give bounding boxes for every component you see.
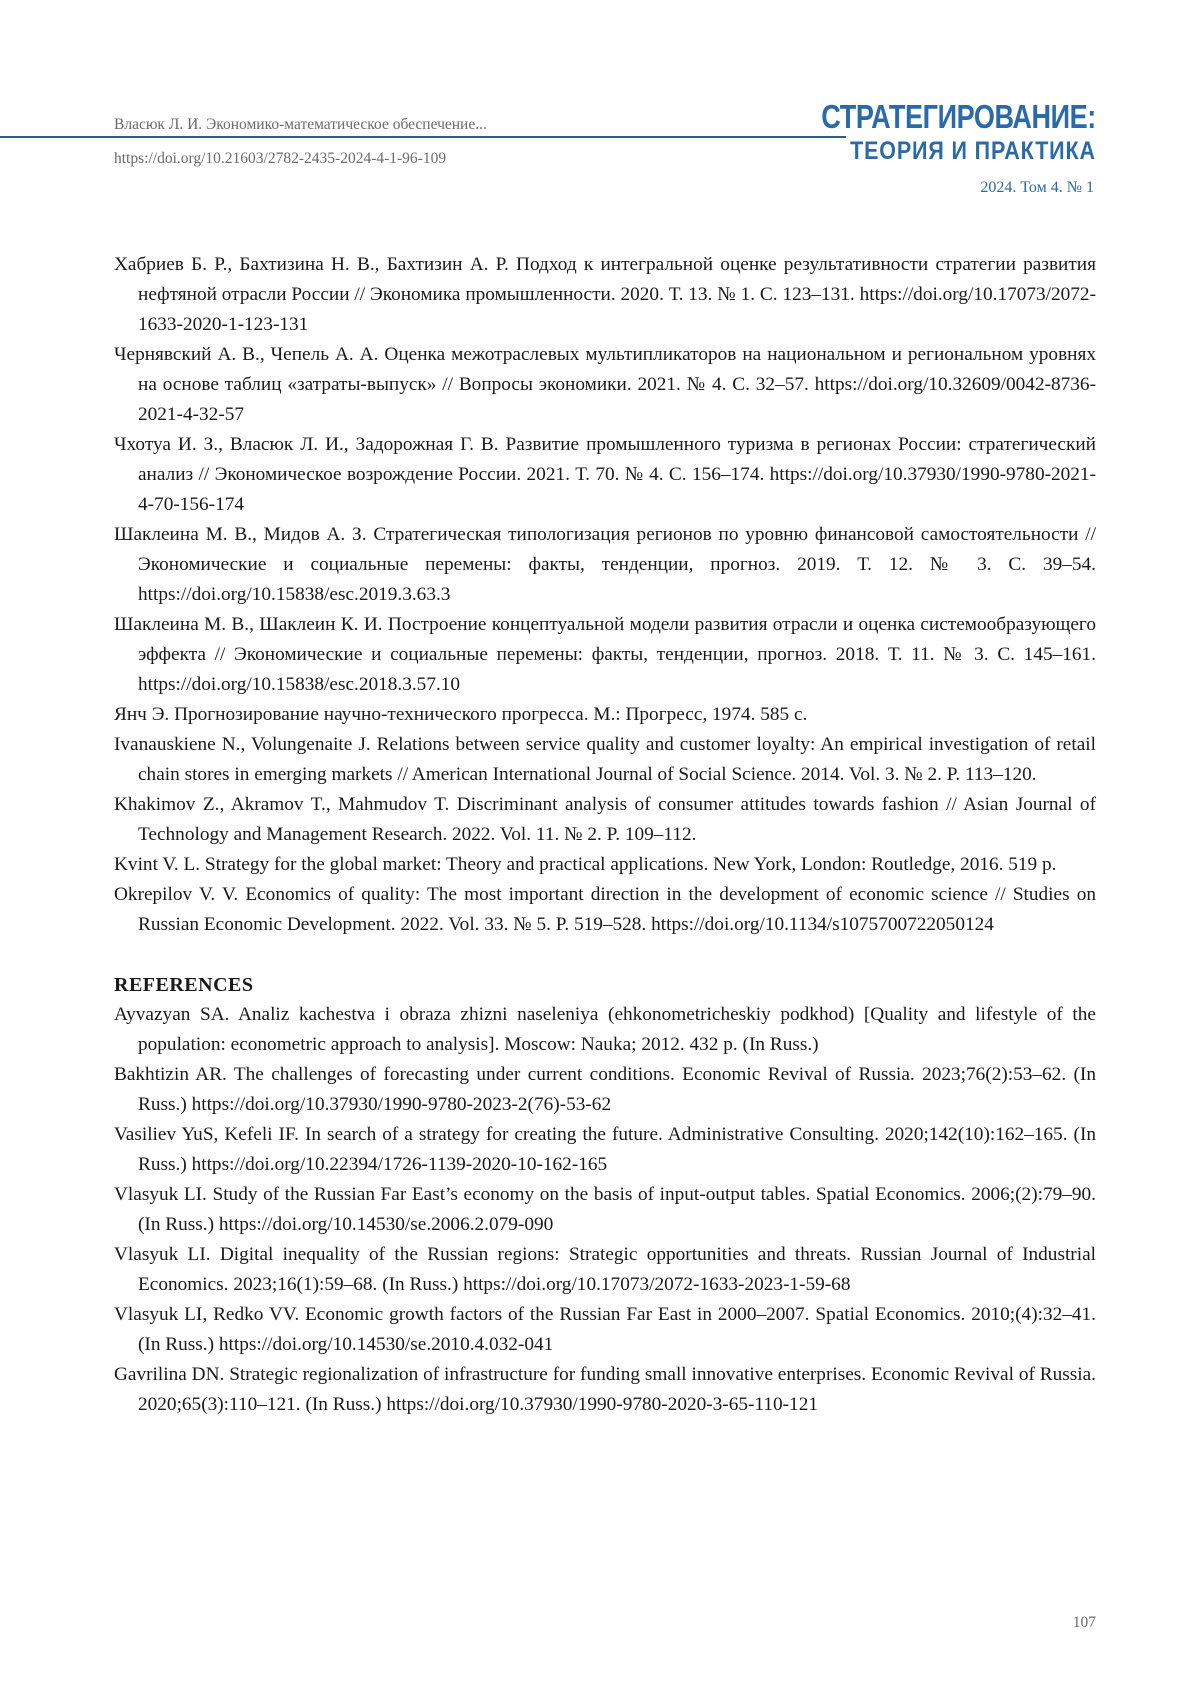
reference-item: Okrepilov V. V. Economics of quality: The most important direction in the development of economic science // Studies on Russian Economic Development. 2022. Vol. 33. № 5. P. 519–528. https://doi.org/10.1134/s1075700722050124	[114, 884, 1096, 935]
page-number: 107	[1072, 1614, 1096, 1631]
header-rule	[0, 136, 846, 138]
reference-item: Vlasyuk LI, Redko VV. Economic growth factors of the Russian Far East in 2000–2007. Spatial Economics. 2010;(4):32–41. (In Russ.) https://doi.org/10.14530/se.2010.4.032-041	[114, 1304, 1096, 1355]
reference-item: Bakhtizin AR. The challenges of forecasting under current conditions. Economic Revival of Russia. 2023;76(2):53–62. (In Russ.) https://doi.org/10.37930/1990-9780-2023-2(76)-53-62	[114, 1064, 1096, 1115]
reference-item: Чернявский А. В., Чепель А. А. Оценка межотраслевых мультипликаторов на национальном и региональном уровнях на основе таблиц «затраты-выпуск» // Вопросы экономики. 2021. № 4. С. 32–57. https://doi.org/10.32609/0042-8736-2021-4-32-57	[114, 344, 1096, 425]
reference-item: Хабриев Б. Р., Бахтизина Н. В., Бахтизин А. Р. Подход к интегральной оценке результативности стратегии развития нефтяной отрасли России // Экономика промышленности. 2020. Т. 13. № 1. С. 123–131. https://doi.org/10.17073/2072-1633-2020-1-123-131	[114, 254, 1096, 335]
journal-title-line1: СТРАТЕГИРОВАНИЕ:	[821, 98, 1096, 135]
journal-logo	[761, 100, 1096, 166]
journal-issue: 2024. Том 4. № 1	[980, 179, 1094, 196]
reference-item: Gavrilina DN. Strategic regionalization of infrastructure for funding small innovative enterprises. Economic Revival of Russia. 2020;65(3):110–121. (In Russ.) https://doi.org/10.37930/1990-9780-2020-3-65-110-121	[114, 1364, 1096, 1415]
reference-item: Шаклеина М. В., Мидов А. З. Стратегическая типологизация регионов по уровню финансовой самостоятельности // Экономические и социальные перемены: факты, тенденции, прогноз. 2019. Т. 12. № 3. С. 39–54. https://doi.org/10.15838/esc.2019.3.63.3	[114, 524, 1096, 605]
reference-item: Чхотуа И. З., Власюк Л. И., Задорожная Г. В. Развитие промышленного туризма в регионах России: стратегический анализ // Экономическое возрождение России. 2021. Т. 70. № 4. С. 156–174. https://doi.org/10.37930/1990-9780-2021-4-70-156-174	[114, 434, 1096, 515]
article-doi[interactable]: https://doi.org/10.21603/2782-2435-2024-4-1-96-109	[114, 150, 447, 167]
reference-item: Kvint V. L. Strategy for the global market: Theory and practical applications. New York, London: Routledge, 2016. 519 p.	[114, 854, 1057, 875]
running-title: Власюк Л. И. Экономико-математическое обеспечение...	[114, 116, 487, 133]
references-heading: REFERENCES	[114, 974, 254, 996]
reference-item: Шаклеина М. В., Шаклеин К. И. Построение концептуальной модели развития отрасли и оценка системообразующего эффекта // Экономические и социальные перемены: факты, тенденции, прогноз. 2018. Т. 11. № 3. С. 145–161. https://doi.org/10.15838/esc.2018.3.57.10	[114, 614, 1096, 695]
reference-list	[114, 250, 1096, 1420]
reference-item: Vasiliev YuS, Kefeli IF. In search of a strategy for creating the future. Administrative Consulting. 2020;142(10):162–165. (In Russ.) https://doi.org/10.22394/1726-1139-2020-10-162-165	[114, 1124, 1096, 1175]
reference-item: Ivanauskiene N., Volungenaite J. Relations between service quality and customer loyalty: An empirical investigation of retail chain stores in emerging markets // American International Journal of Social Science. 2014. Vol. 3. № 2. P. 113–120.	[114, 734, 1096, 785]
reference-item: Ayvazyan SA. Analiz kachestva i obraza zhizni naseleniya (ehkonometricheskiy podkhod) [Quality and lifestyle of the population: econometric approach to analysis]. Moscow: Nauka; 2012. 432 p. (In Russ.)	[114, 1004, 1096, 1055]
reference-item: Khakimov Z., Akramov T., Mahmudov T. Discriminant analysis of consumer attitudes towards fashion // Asian Journal of Technology and Management Research. 2022. Vol. 11. № 2. P. 109–112.	[114, 794, 1096, 845]
reference-item: Янч Э. Прогнозирование научно-технического прогресса. М.: Прогресс, 1974. 585 с.	[114, 704, 808, 725]
reference-item: Vlasyuk LI. Digital inequality of the Russian regions: Strategic opportunities and threats. Russian Journal of Industrial Economics. 2023;16(1):59–68. (In Russ.) https://doi.org/10.17073/2072-1633-2023-1-59-68	[114, 1244, 1096, 1295]
reference-item: Vlasyuk LI. Study of the Russian Far East’s economy on the basis of input-output tables. Spatial Economics. 2006;(2):79–90. (In Russ.) https://doi.org/10.14530/se.2006.2.079-090	[114, 1184, 1096, 1235]
journal-title-line2: ТЕОРИЯ И ПРАКТИКА	[850, 137, 1096, 165]
